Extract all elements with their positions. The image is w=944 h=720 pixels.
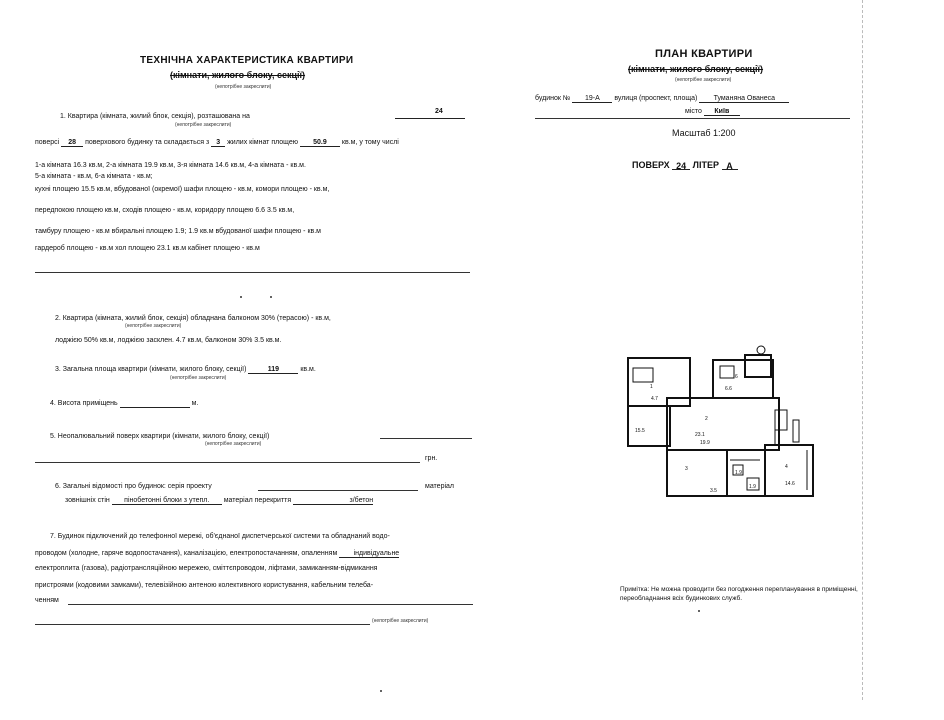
building-value: 19-А: [584, 95, 600, 102]
plan-label-6-6: 6.6: [725, 386, 732, 392]
s6-walls-value: пінобетонні блоки з утепл.: [124, 497, 210, 504]
s1-line3: 1-а кімната 16.3 кв.м, 2-а кімната 19.9 кв.м, 3-я кімната 14.6 кв.м, 4-а кімната - кв.м.: [35, 162, 306, 169]
plan-divider: [535, 118, 850, 119]
plan-label-4-7: 4.7: [651, 396, 658, 402]
s7-footer: (непотрібне закреслити): [372, 618, 429, 624]
building-label: будинок №: [535, 95, 571, 102]
s6-material: матеріал: [425, 483, 454, 490]
s6-floor-label: матеріал перекриття: [223, 497, 292, 504]
s1-rooms-value: 3: [216, 139, 221, 146]
s5-field: [380, 438, 472, 439]
page-edge: [862, 0, 865, 700]
s2-line1: 2. Квартира (кімната, жилий блок, секція) обладнана балконом 30% (терасою) - кв.м,: [55, 315, 331, 322]
s1-floor-field: [395, 108, 465, 119]
s1-line2: [35, 138, 399, 147]
s5-field2: [35, 462, 420, 463]
s3-line: [55, 365, 316, 374]
s6-floor-value: з/бетон: [349, 497, 374, 504]
plan-city: [685, 107, 740, 116]
s3-value: 119: [267, 366, 280, 373]
tech-subnote: (непотрібне закреслити): [215, 84, 272, 90]
s4-label: 4. Висота приміщень: [50, 400, 118, 407]
s7-line2-text: проводом (холодне, гаряче водопостачання), каналізацією, електропостачанням, опаленням: [35, 550, 338, 557]
s7-field: [68, 604, 473, 605]
city-value: Київ: [714, 108, 730, 115]
s3-unit: кв.м.: [300, 366, 316, 373]
street-value: Туманяна Ованеса: [713, 95, 776, 102]
s1-living-value: 50.9: [313, 139, 327, 146]
s1-subnote: (непотрібне закреслити): [175, 122, 232, 128]
plan-label-4: 4: [785, 464, 788, 470]
s1-line2a: поверсі: [35, 139, 60, 146]
plan-label-1: 1: [650, 384, 653, 390]
plan-label-1-9a: 1.9: [735, 470, 742, 476]
s6-line1: 6. Загальні відомості про будинок: серія проекту: [55, 483, 212, 490]
s4-unit: м.: [191, 400, 199, 407]
s1-line4: 5-а кімната - кв.м, 6-а кімната - кв.м;: [35, 173, 153, 180]
plan-floor: [632, 160, 738, 170]
tech-title: ТЕХНІЧНА ХАРАКТЕРИСТИКА КВАРТИРИ: [140, 55, 354, 66]
s1-line2c: жилих кімнат площею: [227, 139, 298, 146]
s1-line2b: поверхового будинку та складається з: [85, 139, 210, 146]
floor-value: 24: [676, 161, 687, 171]
s7-line5: ченням: [35, 597, 59, 604]
s3-subnote: (непотрібне закреслити): [170, 375, 227, 381]
plan-label-15-5: 15.5: [635, 428, 645, 434]
speck: [270, 296, 272, 298]
s7-line3: електроплита (газова), радіотрансляційною мережею, сміттєпроводом, ліфтами, замиканням-відмикання: [35, 565, 378, 572]
city-label: місто: [685, 108, 702, 115]
s7-heat-value: індивідуальне: [353, 550, 400, 557]
plan-label-3: 3: [685, 466, 688, 472]
s1-floor-value: 24: [435, 108, 443, 115]
liter-value: А: [726, 161, 733, 171]
s1-line5: кухні площею 15.5 кв.м, вбудованої (окремої) шафи площею - кв.м, комори площею - кв.м,: [35, 186, 330, 193]
s1-line2d: кв.м, у тому числі: [341, 139, 399, 146]
s1-line7: тамбуру площею - кв.м вбиральні площею 1.9; 1.9 кв.м вбудованої шафи площею - кв.м: [35, 228, 321, 235]
plan-title: ПЛАН КВАРТИРИ: [655, 48, 753, 60]
plan-subtitle: [628, 64, 763, 74]
s1-line8: гардероб площею - кв.м хол площею 23.1 кв.м кабінет площею - кв.м: [35, 245, 260, 252]
speck: [380, 690, 382, 692]
s5-unit: грн.: [425, 455, 438, 462]
plan-label-19-9: 19.9: [700, 440, 710, 446]
s7-line4: пристроями (кодовими замками), телевізійною антеною колективного користування, кабельним телеба-: [35, 582, 374, 589]
tech-subtitle: [170, 70, 305, 80]
liter-label: ЛІТЕР: [692, 160, 719, 170]
speck: [698, 610, 700, 612]
plan-scale: Масштаб 1:200: [672, 128, 736, 138]
street-label: вулиця (проспект, площа): [614, 95, 698, 102]
s5-line: 5. Неопалювальний поверх квартири (кімнати, жилого блоку, секції): [50, 433, 270, 440]
s2-subnote: (непотрібне закреслити): [125, 323, 182, 329]
s6-walls-label: зовнішніх стін: [65, 497, 110, 504]
s1-line6: передпокою площею кв.м, сходів площею - кв.м, коридору площею 6.6 3.5 кв.м,: [35, 207, 295, 214]
plan-label-6: 6: [735, 374, 738, 380]
s7-line2: [35, 549, 399, 558]
tech-subtitle-text: (кімнати, жилого блоку, секції): [170, 70, 306, 80]
s2-line2: лоджією 50% кв.м, лоджією засклен. 4.7 кв.м, балконом 30% 3.5 кв.м.: [55, 337, 282, 344]
plan-label-23-1: 23.1: [695, 432, 705, 438]
plan-note: Примітка: Не можна проводити без погодження перепланування в приміщенні, переобладнання всіх будинкових служб.: [620, 586, 858, 602]
s7-line1: 7. Будинок підключений до телефонної мережі, об'єднаної диспетчерської системи та обладнаний водо-: [50, 533, 390, 540]
plan-subtitle-text: (кімнати, жилого блоку, секції): [628, 64, 764, 74]
s1-floors-value: 28: [68, 139, 77, 146]
s7-field2: [35, 624, 370, 625]
s1-divider: [35, 272, 470, 273]
s6-line2: [65, 496, 373, 505]
s6-series-field: [258, 490, 418, 491]
floor-label: ПОВЕРХ: [632, 160, 670, 170]
floor-plan-drawing: [625, 340, 820, 505]
plan-label-1-9b: 1.9: [749, 484, 756, 490]
plan-subnote: (непотрібне закреслити): [675, 77, 732, 83]
s3-label: 3. Загальна площа квартири (кімнати, жилого блоку, секції): [55, 366, 247, 373]
plan-label-3-5: 3.5: [710, 488, 717, 494]
plan-label-2: 2: [705, 416, 708, 422]
s5-subnote: (непотрібне закреслити): [205, 441, 262, 447]
s4-line: [50, 399, 198, 408]
plan-address: [535, 94, 789, 103]
s1-line1: 1. Квартира (кімната, жилий блок, секція), розташована на: [60, 113, 250, 120]
speck: [240, 296, 242, 298]
plan-label-14-6: 14.6: [785, 481, 795, 487]
